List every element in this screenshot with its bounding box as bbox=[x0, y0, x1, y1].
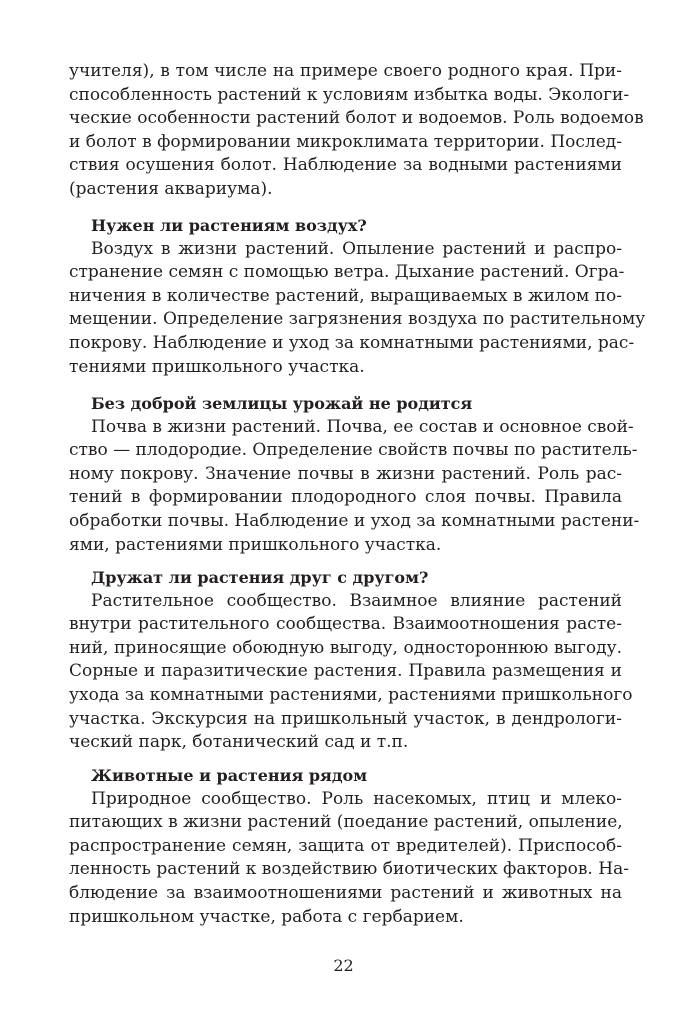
text-line: ухода за комнатными растениями, растениями пришкольного bbox=[69, 684, 633, 705]
text-line: распространение семян, защита от вредителей). Приспособ- bbox=[69, 835, 622, 856]
text-line: обработки почвы. Наблюдение и уход за комнатными растени- bbox=[69, 510, 640, 531]
text-line: участка. Экскурсия на пришкольный участок, в дендрологи- bbox=[69, 708, 622, 729]
section-heading: Дружат ли растения друг с другом? bbox=[91, 568, 429, 587]
text-line: ческий парк, ботанический сад и т.п. bbox=[69, 732, 409, 753]
text-line: покрову. Наблюдение и уход за комнатными растениями, рас- bbox=[69, 332, 635, 353]
section-heading: Нужен ли растениям воздух? bbox=[91, 216, 367, 235]
text-line: странение семян с помощью ветра. Дыхание растений. Огра- bbox=[69, 262, 625, 283]
text-line: ному покрову. Значение почвы в жизни растений. Роль рас- bbox=[69, 463, 622, 484]
text-line: Воздух в жизни растений. Опыление растений и распро- bbox=[91, 238, 622, 259]
text-line: тений в формировании плодородного слоя почвы. Правила bbox=[69, 487, 622, 508]
text-line: Почва в жизни растений. Почва, ее состав и основное свой- bbox=[91, 416, 634, 437]
text-line: Природное сообщество. Роль насекомых, птиц и млеко- bbox=[91, 788, 622, 809]
text-line: пришкольном участке, работа с гербарием. bbox=[69, 906, 464, 927]
section-animals-plants bbox=[69, 764, 629, 929]
section-soil bbox=[69, 392, 640, 557]
text-line: внутри растительного сообщества. Взаимоотношения расте- bbox=[69, 614, 622, 635]
text-line: ческие особенности растений болот и водоемов. Роль водоемов bbox=[69, 108, 644, 129]
text-line: блюдение за взаимоотношениями растений и животных на bbox=[69, 882, 622, 903]
text-line: питающих в жизни растений (поедание растений, опыление, bbox=[69, 812, 623, 833]
text-line: ями, растениями пришкольного участка. bbox=[69, 534, 442, 555]
section-heading: Животные и растения рядом bbox=[91, 766, 368, 785]
text-line: способленность растений к условиям избытка воды. Экологи- bbox=[69, 84, 630, 105]
text-line: ленность растений к воздействию биотических факторов. На- bbox=[69, 859, 629, 880]
text-line: и болот в формировании микроклимата территории. Послед- bbox=[69, 131, 622, 152]
text-line: ний, приносящие обоюдную выгоду, одностороннюю выгоду. bbox=[69, 637, 622, 658]
text-line: ство — плодородие. Определение свойств почвы по раститель- bbox=[69, 440, 638, 461]
text-line: ничения в количестве растений, выращиваемых в жилом по- bbox=[69, 285, 622, 306]
text-line: тениями пришкольного участка. bbox=[69, 356, 365, 377]
intro-paragraph bbox=[69, 60, 644, 202]
section-heading: Без доброй землицы урожай не родится bbox=[91, 394, 473, 413]
page-number: 22 bbox=[333, 956, 354, 975]
section-air bbox=[69, 214, 646, 379]
section-plant-community bbox=[69, 566, 633, 755]
text-line: ствия осушения болот. Наблюдение за водными растениями bbox=[69, 155, 622, 176]
text-line: Сорные и паразитические растения. Правила размещения и bbox=[69, 661, 622, 682]
text-line: Растительное сообщество. Взаимное влияние растений bbox=[91, 590, 622, 611]
text-line: (растения аквариума). bbox=[69, 178, 273, 199]
text-line: учителя), в том числе на примере своего родного края. При- bbox=[69, 61, 622, 81]
text-line: мещении. Определение загрязнения воздуха по растительному bbox=[69, 309, 646, 330]
